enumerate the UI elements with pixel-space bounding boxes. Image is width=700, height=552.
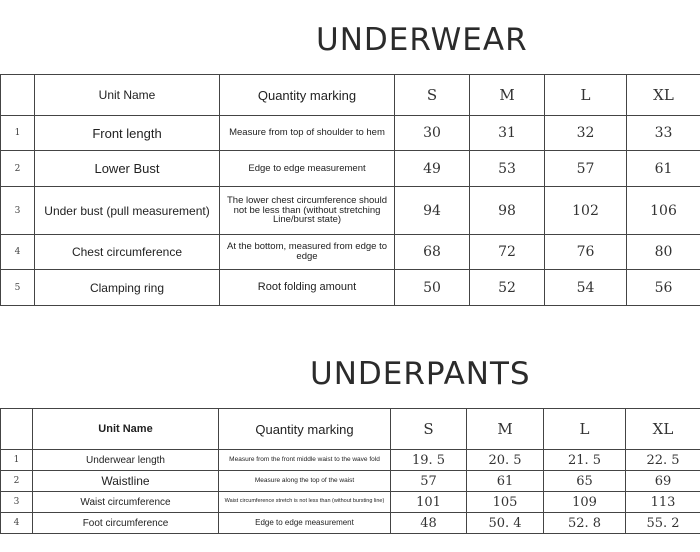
- index-header: [1, 409, 33, 450]
- row-value-s: 30: [395, 116, 470, 151]
- row-unit-name: Underwear length: [33, 450, 219, 471]
- row-value-l: 57: [545, 151, 627, 187]
- row-index: 5: [1, 270, 35, 306]
- row-value-l: 32: [545, 116, 627, 151]
- unit-name-header: Unit Name: [33, 409, 219, 450]
- size-xl-header: XL: [626, 409, 700, 450]
- table-row: [1, 235, 700, 270]
- table-row: [1, 492, 700, 513]
- row-value-l: 65: [544, 471, 626, 492]
- row-value-xl: 69: [626, 471, 700, 492]
- size-m-header: M: [470, 75, 545, 116]
- row-unit-name: Under bust (pull measurement): [35, 187, 220, 235]
- size-s-header: S: [395, 75, 470, 116]
- row-value-xl: 33: [627, 116, 700, 151]
- row-value-s: 57: [391, 471, 467, 492]
- row-value-s: 19. 5: [391, 450, 467, 471]
- row-value-m: 72: [470, 235, 545, 270]
- row-index: 1: [1, 116, 35, 151]
- row-unit-name: Chest circumference: [35, 235, 220, 270]
- row-description: Edge to edge measurement: [220, 151, 395, 187]
- row-unit-name: Waistline: [33, 471, 219, 492]
- row-unit-name: Clamping ring: [35, 270, 220, 306]
- row-value-xl: 22. 5: [626, 450, 700, 471]
- row-description: Measure along the top of the waist: [219, 471, 391, 492]
- row-description: Root folding amount: [220, 270, 395, 306]
- row-value-l: 109: [544, 492, 626, 513]
- table-row: [1, 151, 700, 187]
- row-value-m: 50. 4: [467, 513, 544, 534]
- row-value-l: 52. 8: [544, 513, 626, 534]
- row-unit-name: Waist circumference: [33, 492, 219, 513]
- row-index: 2: [1, 151, 35, 187]
- row-unit-name: Lower Bust: [35, 151, 220, 187]
- row-value-l: 76: [545, 235, 627, 270]
- row-value-s: 49: [395, 151, 470, 187]
- row-value-xl: 55. 2: [626, 513, 700, 534]
- size-xl-header: XL: [627, 75, 700, 116]
- row-index: 4: [1, 235, 35, 270]
- row-value-s: 94: [395, 187, 470, 235]
- row-index: 3: [1, 187, 35, 235]
- row-value-m: 52: [470, 270, 545, 306]
- row-value-l: 54: [545, 270, 627, 306]
- size-l-header: L: [544, 409, 626, 450]
- row-value-m: 61: [467, 471, 544, 492]
- underwear-title: UNDERWEAR: [316, 22, 528, 58]
- row-index: 2: [1, 471, 33, 492]
- quantity-marking-header: Quantity marking: [219, 409, 391, 450]
- row-value-s: 101: [391, 492, 467, 513]
- row-value-xl: 56: [627, 270, 700, 306]
- row-value-s: 50: [395, 270, 470, 306]
- size-l-header: L: [545, 75, 627, 116]
- row-index: 1: [1, 450, 33, 471]
- row-value-xl: 106: [627, 187, 700, 235]
- row-value-m: 53: [470, 151, 545, 187]
- size-s-header: S: [391, 409, 467, 450]
- quantity-marking-header: Quantity marking: [220, 75, 395, 116]
- row-description: Measure from top of shoulder to hem: [220, 116, 395, 151]
- row-value-xl: 61: [627, 151, 700, 187]
- row-value-m: 20. 5: [467, 450, 544, 471]
- size-m-header: M: [467, 409, 544, 450]
- row-description: At the bottom, measured from edge to edge: [220, 235, 395, 270]
- row-description: Waist circumference stretch is not less than (without bursting line): [219, 492, 391, 513]
- row-value-xl: 80: [627, 235, 700, 270]
- row-unit-name: Foot circumference: [33, 513, 219, 534]
- row-index: 3: [1, 492, 33, 513]
- table-row: [1, 513, 700, 534]
- index-header: [1, 75, 35, 116]
- row-unit-name: Front length: [35, 116, 220, 151]
- row-value-l: 102: [545, 187, 627, 235]
- table-header-row: [1, 409, 700, 450]
- table-row: [1, 187, 700, 235]
- row-index: 4: [1, 513, 33, 534]
- table-row: [1, 116, 700, 151]
- row-value-m: 98: [470, 187, 545, 235]
- row-value-m: 31: [470, 116, 545, 151]
- row-value-l: 21. 5: [544, 450, 626, 471]
- underwear-size-table: [0, 74, 700, 306]
- table-header-row: [1, 75, 700, 116]
- underpants-title: UNDERPANTS: [310, 356, 531, 392]
- table-row: [1, 450, 700, 471]
- row-value-m: 105: [467, 492, 544, 513]
- row-description: Measure from the front middle waist to the wave fold: [219, 450, 391, 471]
- table-row: [1, 270, 700, 306]
- row-value-s: 68: [395, 235, 470, 270]
- row-value-s: 48: [391, 513, 467, 534]
- row-value-xl: 113: [626, 492, 700, 513]
- underpants-size-table: [0, 408, 700, 534]
- row-description: The lower chest circumference should not be less than (without stretching Line/burst state): [220, 187, 395, 235]
- unit-name-header: Unit Name: [35, 75, 220, 116]
- table-row: [1, 471, 700, 492]
- row-description: Edge to edge measurement: [219, 513, 391, 534]
